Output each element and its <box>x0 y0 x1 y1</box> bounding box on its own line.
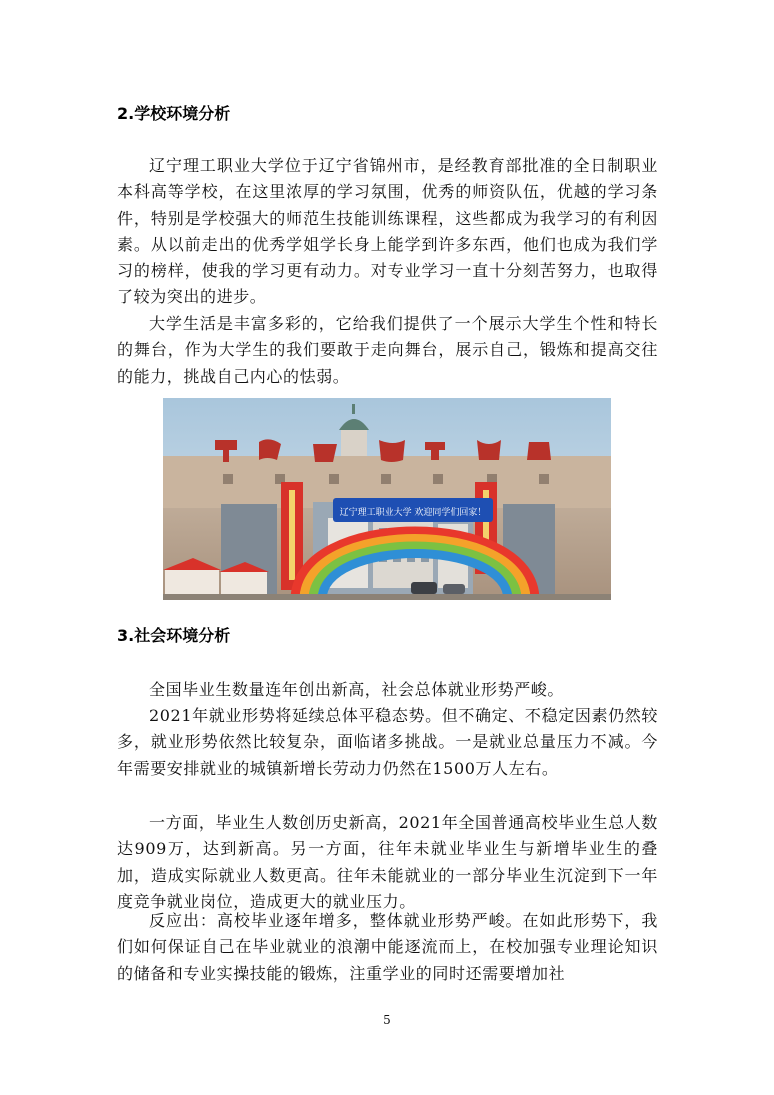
school-gate-photo <box>163 398 611 600</box>
page-number: 5 <box>383 1013 391 1027</box>
paragraph: 大学生活是丰富多彩的，它给我们提供了一个展示大学生个性和特长的舞台，作为大学生的我们要敢于走向舞台，展示自己，锻炼和提高交往的能力，挑战自己内心的怯弱。 <box>117 314 658 386</box>
paragraph: 全国毕业生数量连年创出新高，社会总体就业形势严峻。 <box>149 680 565 699</box>
paragraph: 辽宁理工职业大学位于辽宁省锦州市，是经教育部批准的全日制职业本科高等学校，在这里浓厚的学习氛围，优秀的师资队伍，优越的学习条件，特别是学校强大的师范生技能训练课程，这些都成为我学习的有利因素。从以前走出的优秀学姐学长身上能学到许多东西，他们也成为我们学习的榜样，使我的学习更有动力。对专业学习一直十分刻苦努力，也取得了较为突出的进步。 <box>117 156 658 307</box>
arch-banner-text: 辽宁理工职业大学 欢迎同学们回家！ <box>339 508 487 518</box>
paragraph: 一方面，毕业生人数创历史新高，2021年全国普通高校毕业生总人数达909万，达到新高。另一方面，往年未就业毕业生与新增毕业生的叠加，造成实际就业人数更高。往年未能就业的一部分毕业生沉淀到下一年度竞争就业岗位，造成更大的就业压力。 <box>117 813 658 911</box>
section-heading-school-environment: 2.学校环境分析 <box>117 104 231 123</box>
section-heading-social-environment: 3.社会环境分析 <box>117 626 231 645</box>
paragraph: 2021年就业形势将延续总体平稳态势。但不确定、不稳定因素仍然较多，就业形势依然比较复杂，面临诸多挑战。一是就业总量压力不减。今年需要安排就业的城镇新增长劳动力仍然在1500万人左右。 <box>117 706 658 778</box>
paragraph: 反应出：高校毕业逐年增多，整体就业形势严峻。在如此形势下，我们如何保证自己在毕业就业的浪潮中能逐流而上，在校加强专业理论知识的储备和专业实操技能的锻炼，注重学业的同时还需要增加社 <box>117 911 658 983</box>
